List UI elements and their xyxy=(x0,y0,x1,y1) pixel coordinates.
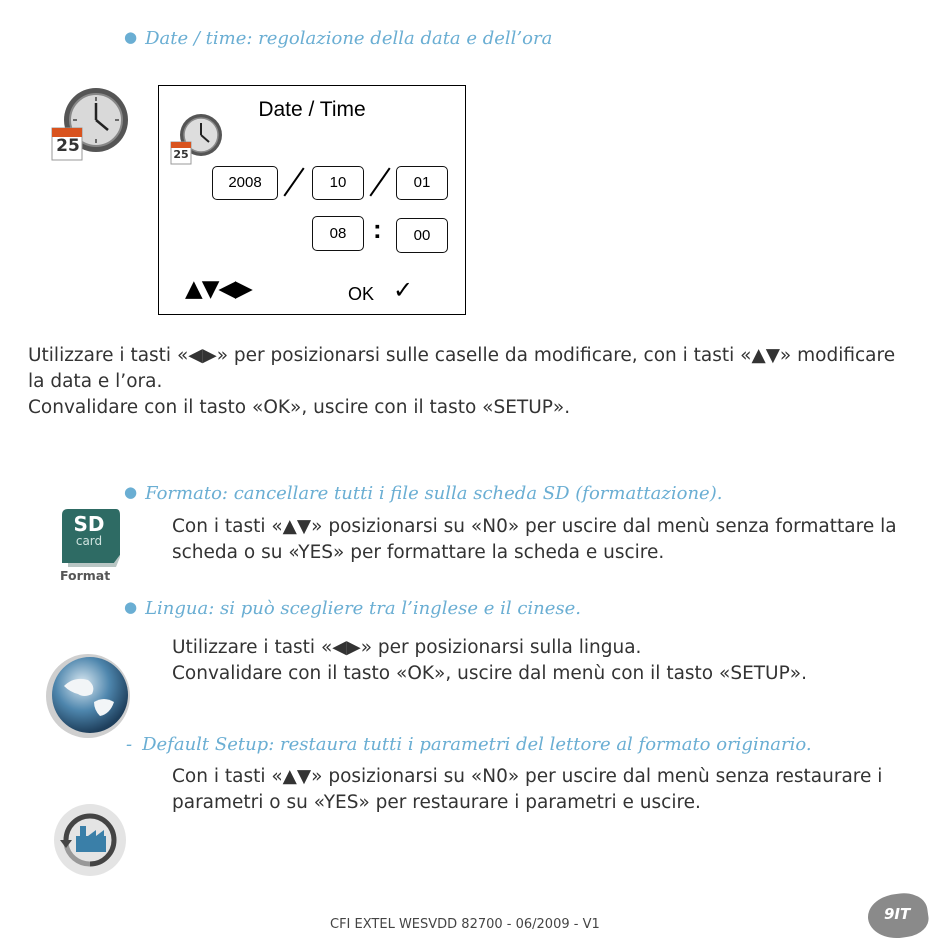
date-separator xyxy=(369,168,390,197)
month-field[interactable]: 10 xyxy=(312,166,364,200)
globe-icon xyxy=(44,650,136,742)
footer-text: CFI EXTEL WESVDD 82700 - 06/2009 - V1 xyxy=(330,917,600,932)
check-icon: ✓ xyxy=(393,276,414,304)
bullet-icon: ● xyxy=(124,483,138,501)
screen-title: Date / Time xyxy=(258,98,366,121)
format-heading: ● Formato: cancellare tutti i file sulla scheda SD (formattazione). xyxy=(124,483,723,504)
language-heading: ● Lingua: si può scegliere tra l’inglese e il cinese. xyxy=(124,598,582,619)
language-paragraph: Utilizzare i tasti «◀▶» per posizionarsi sulla lingua. Convalidare con il tasto «OK», uscire dal menù con il tasto «SETUP». xyxy=(172,637,807,684)
default-setup-heading: - Default Setup: restaura tutti i parametri del lettore al formato originario. xyxy=(126,734,812,755)
small-clock-calendar-icon: 25 xyxy=(169,112,225,166)
datetime-paragraph: Utilizzare i tasti «◀▶» per posizionarsi sulle caselle da modificare, con i tasti «▲▼» modificare la data e l’ora. Convalidare con il tasto «OK», uscire con il tasto «SETUP». xyxy=(28,345,896,418)
minute-field[interactable]: 00 xyxy=(396,218,448,253)
year-field[interactable]: 2008 xyxy=(212,166,278,200)
datetime-screen xyxy=(158,85,466,315)
default-setup-paragraph: Con i tasti «▲▼» posizionarsi su «N0» per uscire dal menù senza restaurare i parametri o su «YES» per restaurare i parametri e uscire. xyxy=(172,766,883,813)
datetime-heading: ● Date / time: regolazione della data e dell’ora xyxy=(124,28,553,49)
clock-calendar-icon: 25 xyxy=(48,86,132,166)
format-paragraph: Con i tasti «▲▼» posizionarsi su «N0» per uscire dal menù senza formattare la scheda o su «YES» per formattare la scheda e uscire. xyxy=(172,516,897,563)
hour-field[interactable]: 08 xyxy=(312,216,364,251)
ok-label[interactable]: OK xyxy=(348,284,375,304)
sd-card-format-icon: SD card Format xyxy=(58,507,124,587)
dash-bullet-icon: - xyxy=(126,734,133,755)
day-field[interactable]: 01 xyxy=(396,166,448,200)
bullet-icon: ● xyxy=(124,598,138,616)
time-separator: : xyxy=(373,214,382,244)
page-number: 9IT xyxy=(884,905,911,923)
nav-arrows-icon: ▲▼◀▶ xyxy=(185,276,252,302)
factory-reset-icon xyxy=(52,796,132,880)
bullet-icon: ● xyxy=(124,28,138,46)
date-separator xyxy=(283,168,304,197)
